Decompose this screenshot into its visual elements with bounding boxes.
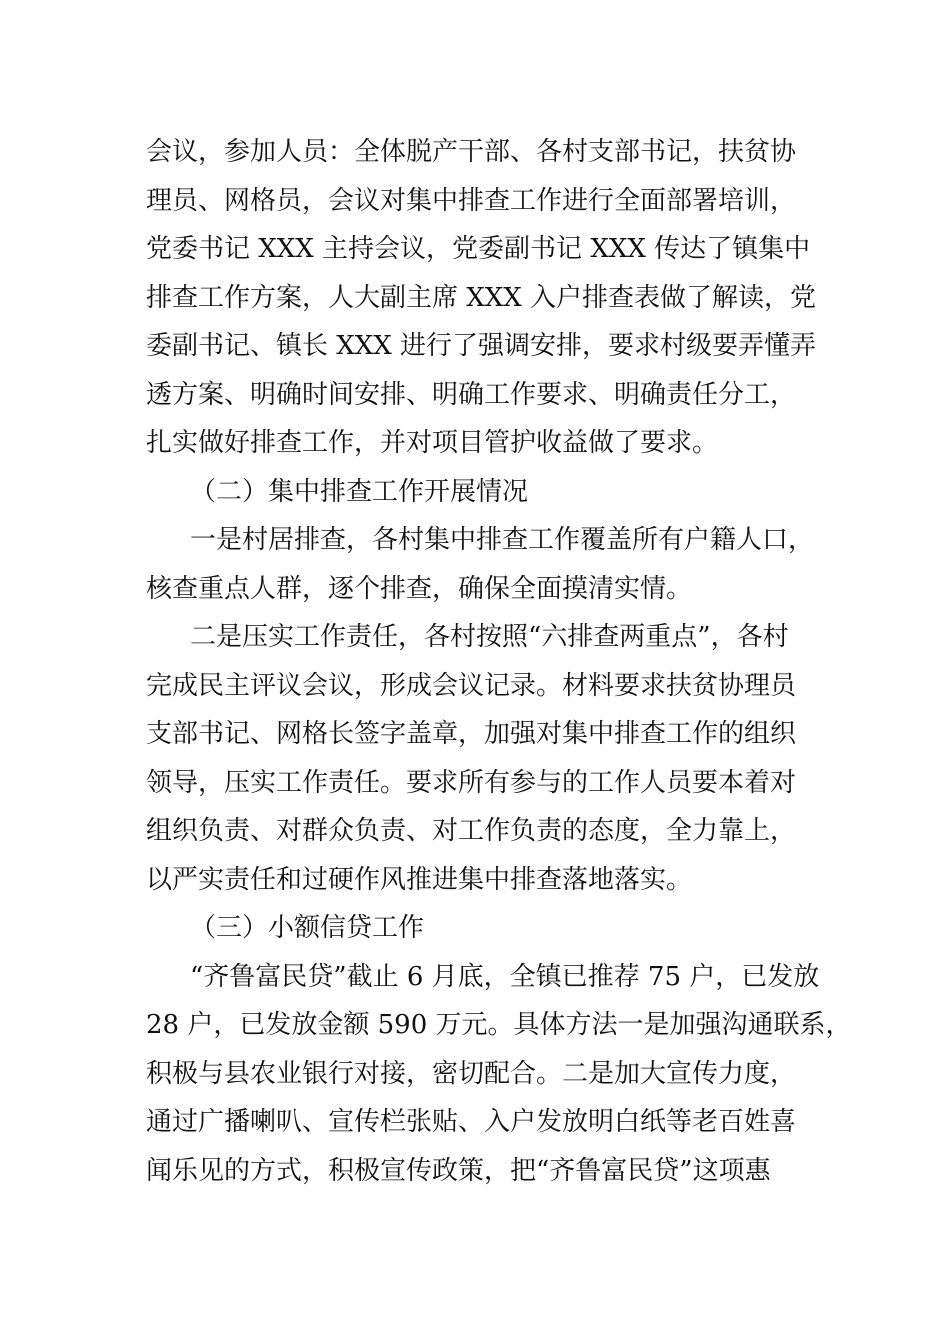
text-line: 通过广播喇叭、宣传栏张贴、入户发放明白纸等老百姓喜 xyxy=(146,1107,797,1137)
paragraph-start: “齐鲁富民贷”截止 6 月底，全镇已推荐 75 户，已发放 xyxy=(190,961,820,992)
text-line: 透方案、明确时间安排、明确工作要求、明确责任分工， xyxy=(146,379,797,410)
text-line: 完成民主评议会议，形成会议记录。材料要求扶贫协理员 xyxy=(146,670,797,701)
text-line: 组织负责、对群众负责、对工作负责的态度，全力靠上， xyxy=(146,816,797,846)
section-heading: （二）集中排查工作开展情况 xyxy=(190,476,529,507)
text-line: 排查工作方案，人大副主席 XXX 入户排查表做了解读，党 xyxy=(146,282,817,313)
text-line: 委副书记、镇长 XXX 进行了强调安排，要求村级要弄懂弄 xyxy=(146,331,817,361)
text-line: 核查重点人群，逐个排查，确保全面摸清实情。 xyxy=(146,573,693,604)
paragraph-start: 一是村居排查，各村集中排查工作覆盖所有户籍人口， xyxy=(190,525,815,555)
text-line: 支部书记、网格长签字盖章，加强对集中排查工作的组织 xyxy=(146,719,797,749)
text-line: 会议，参加人员：全体脱产干部、各村支部书记，扶贫协 xyxy=(146,137,797,167)
text-line: 理员、网格员，会议对集中排查工作进行全面部署培训， xyxy=(146,185,797,216)
paragraph-start: 二是压实工作责任，各村按照“六排查两重点”，各村 xyxy=(190,622,789,652)
text-line: 领导，压实工作责任。要求所有参与的工作人员要本着对 xyxy=(146,767,797,798)
text-line: 28 户，已发放金额 590 万元。具体方法一是加强沟通联系， xyxy=(146,1010,852,1040)
text-line: 党委书记 XXX 主持会议，党委副书记 XXX 传达了镇集中 xyxy=(146,234,811,264)
text-line: 闻乐见的方式，积极宣传政策，把“齐鲁富民贷”这项惠 xyxy=(146,1155,771,1186)
text-line: 扎实做好排查工作，并对项目管护收益做了要求。 xyxy=(146,428,719,458)
section-heading: （三）小额信贷工作 xyxy=(190,913,425,943)
document-body xyxy=(146,128,852,1195)
text-line: 积极与县农业银行对接，密切配合。二是加大宣传力度， xyxy=(146,1058,797,1089)
text-line: 以严实责任和过硬作风推进集中排查落地落实。 xyxy=(146,864,693,895)
